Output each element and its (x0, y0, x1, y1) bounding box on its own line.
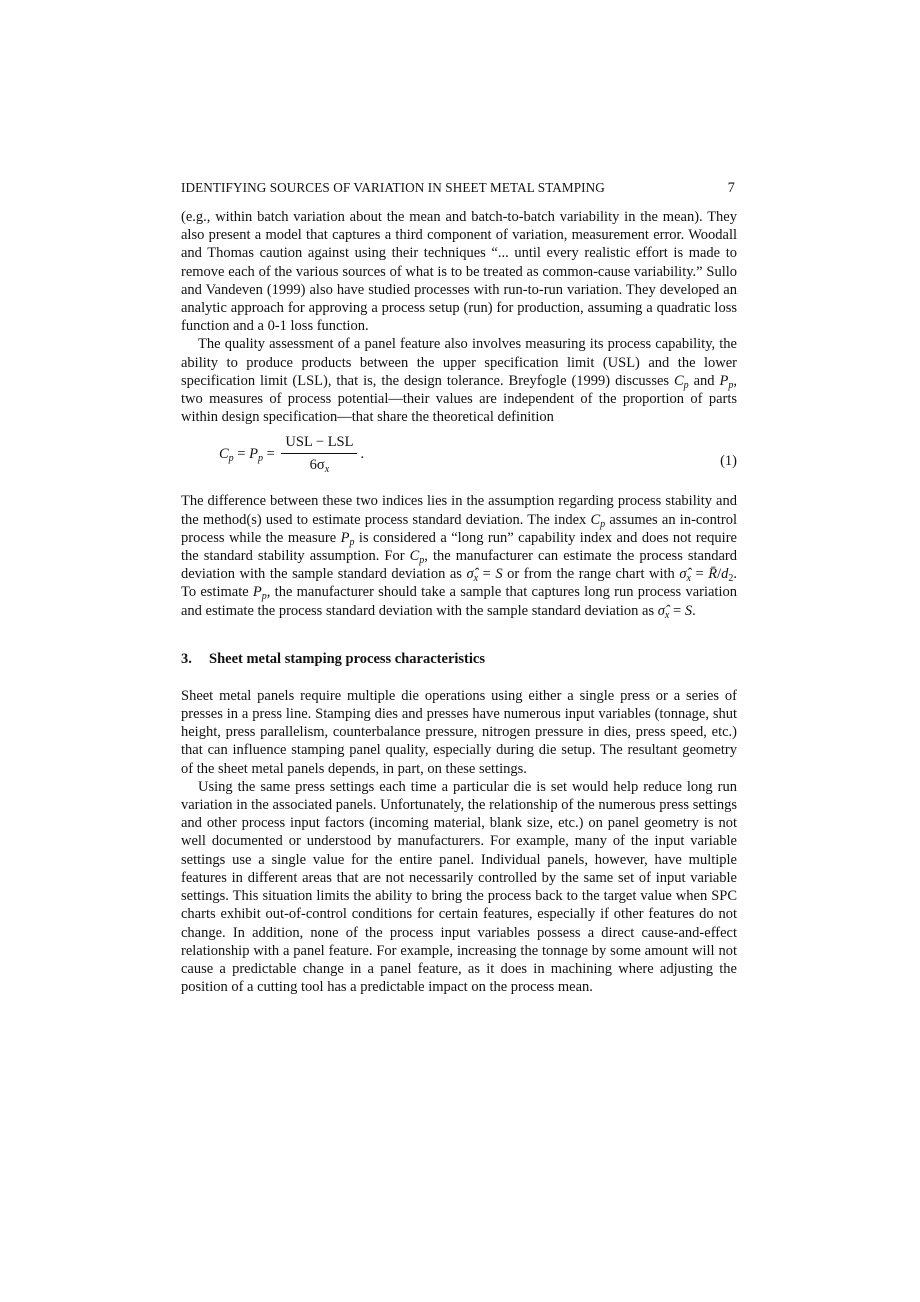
paragraph-4: Sheet metal panels require multiple die operations using either a single press or a series of presses in a press line. Stamping dies and presses have numerous input variables (tonnage, shut height, press parallelism, counterbalance pressure, nitrogen pressure in dies, press speed, etc.) that can influence stamping panel quality, especially during die setup. The resultant geometry of the sheet metal panels depends, in part, on these settings. (181, 687, 737, 777)
cp-symbol: $C_p$ (674, 372, 689, 391)
equation-body: $C_p$ = $P_p$ = $\frac{\text{USL − LSL}}{6\sigma_x}$ . (219, 434, 365, 476)
pp-symbol: $P_p$ (719, 372, 734, 391)
equation-1 (181, 430, 737, 488)
paragraph-2: The quality assessment of a panel feature also involves measuring its process capability, the ability to produce products between the upper specification limit (USL) and the lower specification limit (LSL), that is, the design tolerance. Breyfogle (1999) discusses $C_p$ and $P_p$, two measures of process potential—their values are independent of the proportion of parts within design specification—that share the theoretical definition (181, 336, 737, 426)
equation-number: (1) (720, 453, 737, 470)
running-head-title: IDENTIFYING SOURCES OF VARIATION IN SHEET METAL STAMPING (181, 180, 605, 195)
body-text (181, 208, 737, 996)
page (181, 178, 737, 996)
paragraph-1: (e.g., within batch variation about the mean and batch-to-batch variability in the mean). They also present a model that captures a third component of variation, measurement error. Woodall and Thomas caution against using their techniques “... until every realistic effort is made to remove each of the various sources of what is to be treated as common-cause variability.” Sullo and Vandeven (1999) also have studied processes with run-to-run variation. They developed an analytic approach for approving a process setup (run) for production, assuming a quadratic loss function and a 0-1 loss function. (181, 209, 737, 335)
section-title: Sheet metal stamping process characteristics (209, 650, 485, 667)
running-head (181, 178, 737, 198)
section-number: 3. (181, 650, 192, 667)
section-heading (181, 650, 737, 668)
equation-denominator: $6\sigma_x$ (309, 457, 330, 476)
equation-numerator: USL − LSL (281, 434, 357, 454)
paragraph-5: Using the same press settings each time a particular die is set would help reduce long run variation in the associated panels. Unfortunately, the relationship of the numerous press settings and other process input factors (incoming material, blank size, etc.) on panel geometry is not well documented or understood by manufacturers. For example, many of the input variable settings use a single value for the entire panel. Individual panels, however, have multiple features in different areas that are not necessarily controlled by the same set of input variable settings. This situation limits the ability to bring the process back to the target value when SPC charts exhibit out-of-control conditions for certain features, especially if other features do not change. In addition, none of the process input variables possess a direct cause-and-effect relationship with a panel feature. For example, increasing the tonnage by some amount will not cause a predictable change in a panel feature, as it does in machining where adjusting the position of a cutting tool has a predictable impact on the process mean. (181, 778, 737, 996)
page-number: 7 (727, 180, 735, 196)
paragraph-3: The difference between these two indices lies in the assumption regarding process stability and the method(s) used to estimate process standard deviation. The index $C_p$ assumes an in-control process while the measure $P_p$ is considered a “long run” capability index and does not require the standard stability assumption. For $C_p$, the manufacturer can estimate the process standard deviation with the sample standard deviation as $\sigmâ_x = S$ or from the range chart with $\sigmâ_x$ = $R̄/d_2$. To estimate $P_p$, the manufacturer should take a sample that captures long run process variation and estimate the process standard deviation with the sample standard deviation as $\sigmâ_x = S$. (181, 493, 737, 621)
